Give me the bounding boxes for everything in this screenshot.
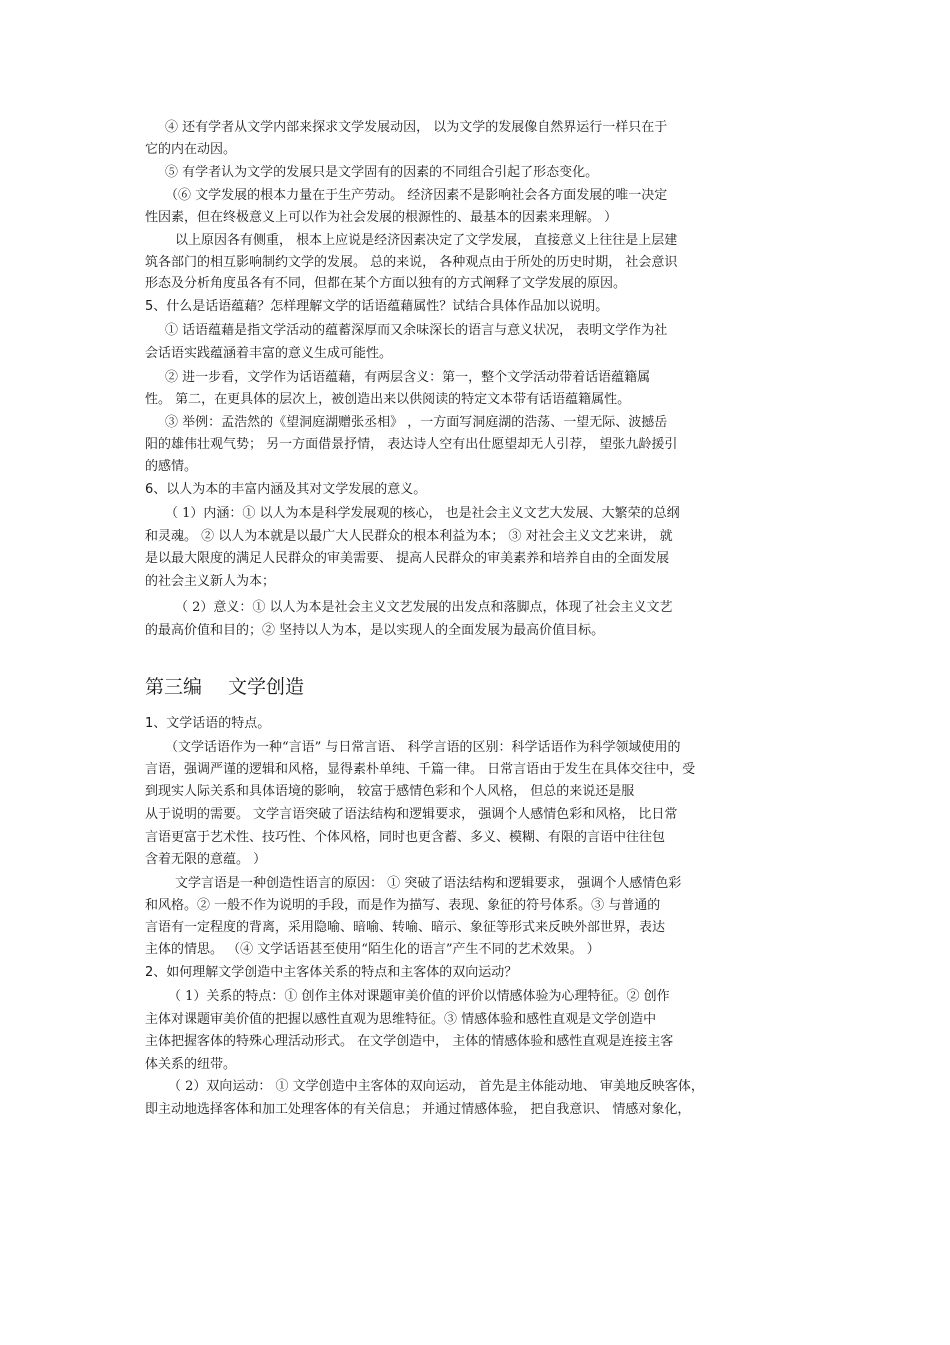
section-part-label: 第三编 (145, 676, 203, 698)
paragraph-line: 性因素，但在终极意义上可以作为社会发展的根源性的、最基本的因素来理解。 ） (145, 210, 618, 225)
paragraph-line: 言语，强调严谨的逻辑和风格，显得素朴单纯、千篇一律。 日常言语由于发生在具体交往中，受 (145, 762, 696, 777)
paragraph-line: 的最高价值和目的；② 坚持以人为本，是以实现人的全面发展为最高价值目标。 (145, 623, 605, 638)
paragraph-line: ④ 还有学者从文学内部来探求文学发展动因， 以为文学的发展像自然界运行一样只在于 (165, 120, 668, 135)
paragraph-line: （⑥ 文学发展的根本力量在于生产劳动。 经济因素不是影响社会各方面发展的唯一决定 (165, 188, 668, 203)
paragraph-line: 主体对课题审美价值的把握以感性直观为思维特征。③ 情感体验和感性直观是文学创造中 (145, 1012, 657, 1027)
paragraph-line: 是以最大限度的满足人民群众的审美需要、 提高人民群众的审美素养和培养自由的全面发展 (145, 551, 670, 566)
paragraph-line: 会话语实践蕴涵着丰富的意义生成可能性。 (145, 346, 393, 361)
paragraph-line: 文学言语是一种创造性语言的原因： ① 突破了语法结构和逻辑要求， 强调个人感情色彩 (175, 876, 682, 891)
question-heading: 1、文学话语的特点。 (145, 716, 271, 731)
paragraph-line: ② 进一步看，文学作为话语蕴藉，有两层含义：第一，整个文学活动带着话语蕴籍属 (165, 370, 651, 385)
paragraph-line: ① 话语蕴藉是指文学活动的蕴蓄深厚而又余味深长的语言与意义状况， 表明文学作为社 (165, 323, 668, 338)
question-heading: 5、什么是话语蕴藉？怎样理解文学的话语蕴藉属性？试结合具体作品加以说明。 (145, 299, 609, 314)
section-title (145, 674, 304, 700)
paragraph-line: （ 2）意义：① 以人为本是社会主义文艺发展的出发点和落脚点，体现了社会主义文艺 (175, 600, 673, 615)
paragraph-line: ⑤ 有学者认为文学的发展只是文学固有的因素的不同组合引起了形态变化。 (165, 165, 599, 180)
paragraph-line: 的社会主义新人为本； (145, 574, 276, 589)
section-title-text: 文学创造 (228, 676, 305, 698)
paragraph-line: 含着无限的意蕴。 ） (145, 852, 267, 867)
paragraph-line: 性。 第二，在更具体的层次上，被创造出来以供阅读的特定文本带有话语蕴籍属性。 (145, 392, 631, 407)
question-heading: 6、以人为本的丰富内涵及其对文学发展的意义。 (145, 482, 427, 497)
paragraph-line: （ 1）关系的特点：① 创作主体对课题审美价值的评价以情感体验为心理特征。② 创作 (168, 989, 670, 1004)
paragraph-line: 言语更富于艺术性、技巧性、个体风格，同时也更含蓄、多义、模糊、有限的言语中往往包 (145, 830, 666, 845)
paragraph-line: （文学话语作为一种“言语” 与日常言语、 科学言语的区别：科学话语作为科学领域使用的 (165, 740, 681, 755)
paragraph-line: 形态及分析角度虽各有不同，但都在某个方面以独有的方式阐释了文学发展的原因。 (145, 276, 627, 291)
paragraph-line: 阳的雄伟壮观气势； 另一方面借景抒情， 表达诗人空有出仕愿望却无人引荐， 望张九龄援引 (145, 437, 678, 452)
paragraph-line: 到现实人际关系和具体语境的影响， 较富于感情色彩和个人风格， 但总的来说还是服 (145, 784, 635, 799)
paragraph-line: 即主动地选择客体和加工处理客体的有关信息； 并通过情感体验， 把自我意识、 情感对象化， (145, 1102, 691, 1117)
paragraph-line: 以上原因各有侧重， 根本上应说是经济因素决定了文学发展， 直接意义上往往是上层建 (175, 233, 678, 248)
paragraph-line: 言语有一定程度的背离，采用隐喻、暗喻、转喻、暗示、象征等形式来反映外部世界，表达 (145, 920, 666, 935)
paragraph-line: 主体把握客体的特殊心理活动形式。 在文学创造中， 主体的情感体验和感性直观是连接主客 (145, 1034, 674, 1049)
paragraph-line: 体关系的纽带。 (145, 1057, 237, 1072)
paragraph-line: ③ 举例：孟浩然的《望洞庭湖赠张丞相》 ，一方面写洞庭湖的浩荡、一望无际、波撼岳 (165, 415, 668, 430)
paragraph-line: 它的内在动因。 (145, 142, 237, 157)
paragraph-line: 从于说明的需要。 文学言语突破了语法结构和逻辑要求， 强调个人感情色彩和风格， 比日常 (145, 807, 678, 822)
paragraph-line: （ 2）双向运动： ① 文学创造中主客体的双向运动， 首先是主体能动地、 审美地反映客体， (168, 1079, 704, 1094)
paragraph-line: 和灵魂。 ② 以人为本就是以最广大人民群众的根本利益为本； ③ 对社会主义文艺来讲， 就 (145, 529, 673, 544)
paragraph-line: 筑各部门的相互影响制约文学的发展。 总的来说， 各种观点由于所处的历史时期， 社会意识 (145, 255, 678, 270)
paragraph-line: 的感情。 (145, 459, 198, 474)
paragraph-line: 主体的情思。 （④ 文学话语甚至使用“陌生化的语言”产生不同的艺术效果。 ） (145, 942, 600, 957)
paragraph-line: 和风格。② 一般不作为说明的手段，而是作为描写、表现、象征的符号体系。③ 与普通的 (145, 898, 661, 913)
question-heading: 2、如何理解文学创造中主客体关系的特点和主客体的双向运动？ (145, 965, 518, 980)
paragraph-line: （ 1）内涵：① 以人为本是科学发展观的核心， 也是社会主义文艺大发展、大繁荣的总纲 (165, 506, 680, 521)
